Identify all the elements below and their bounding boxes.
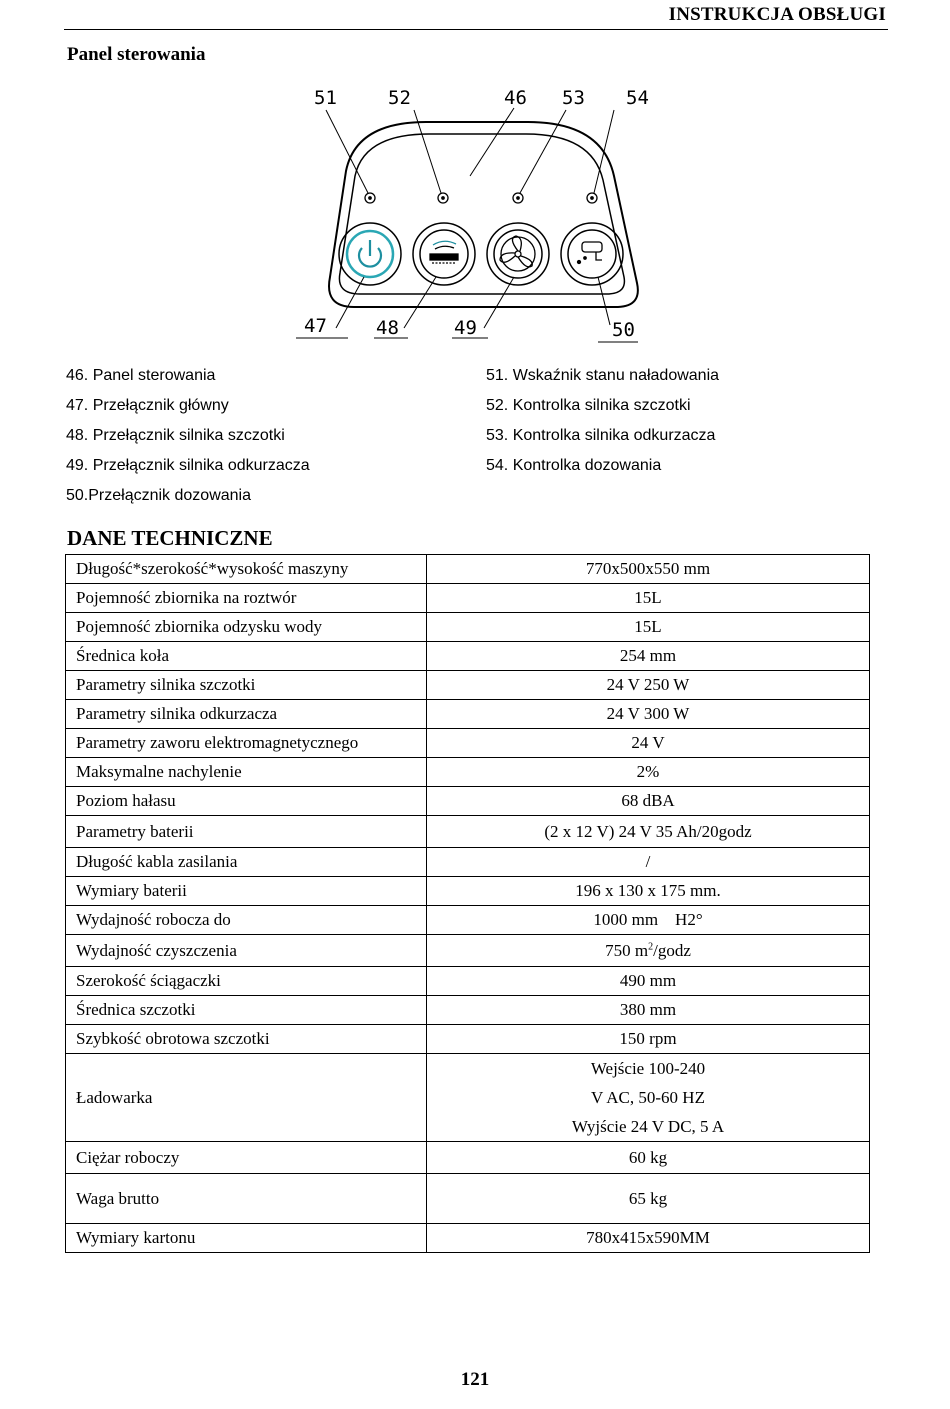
table-row xyxy=(66,584,870,613)
value-cell: (2 x 12 V) 24 V 35 Ah/20godz xyxy=(427,816,870,848)
charger-line: V AC, 50-60 HZ xyxy=(591,1088,705,1107)
value-cell: 490 mm xyxy=(427,967,870,996)
param-cell: Pojemność zbiornika na roztwór xyxy=(66,584,427,613)
value-unit: /godz xyxy=(653,940,691,960)
callout-50: 50 xyxy=(612,319,635,341)
superscript: 2 xyxy=(648,940,654,952)
power-icon xyxy=(359,240,381,267)
legend-column-left xyxy=(66,363,310,513)
callout-46: 46 xyxy=(504,87,527,109)
param-cell: Ciężar roboczy xyxy=(66,1142,427,1174)
value-cell: 254 mm xyxy=(427,642,870,671)
dosing-icon xyxy=(578,242,603,264)
panel-outline-outer xyxy=(329,122,638,307)
table-row xyxy=(66,1054,870,1142)
value-cell: 24 V xyxy=(427,729,870,758)
value-cell: 1000 mm H2° xyxy=(427,906,870,935)
table-row xyxy=(66,935,870,967)
table-row xyxy=(66,1174,870,1224)
param-cell: Długość*szerokość*wysokość maszyny xyxy=(66,555,427,584)
legend-item: 53. Kontrolka silnika odkurzacza xyxy=(486,427,716,444)
legend-item: 52. Kontrolka silnika szczotki xyxy=(486,397,691,414)
legend-item: 47. Przełącznik główny xyxy=(66,397,229,414)
param-cell: Maksymalne nachylenie xyxy=(66,758,427,787)
value-cell: 150 rpm xyxy=(427,1025,870,1054)
value-cell: 380 mm xyxy=(427,996,870,1025)
param-cell: Wymiary kartonu xyxy=(66,1224,427,1253)
table-row xyxy=(66,1025,870,1054)
fan-icon xyxy=(500,236,535,271)
param-cell: Szerokość ściągaczki xyxy=(66,967,427,996)
vacuum-motor-button xyxy=(487,223,549,285)
table-row xyxy=(66,671,870,700)
param-cell: Parametry baterii xyxy=(66,816,427,848)
value-cell: 2% xyxy=(427,758,870,787)
indicator-light-52 xyxy=(438,193,448,203)
table-row xyxy=(66,1224,870,1253)
table-row xyxy=(66,758,870,787)
value-cell: 780x415x590MM xyxy=(427,1224,870,1253)
value-cell xyxy=(427,1054,870,1142)
param-cell: Średnica szczotki xyxy=(66,996,427,1025)
param-cell: Poziom hałasu xyxy=(66,787,427,816)
power-button xyxy=(339,223,401,285)
value-cell xyxy=(427,935,870,967)
legend-item: 46. Panel sterowania xyxy=(66,367,216,384)
param-cell: Średnica koła xyxy=(66,642,427,671)
value-cell: 15L xyxy=(427,613,870,642)
param-cell: Wymiary baterii xyxy=(66,877,427,906)
value-cell: 65 kg xyxy=(427,1174,870,1224)
tech-data-title: DANE TECHNICZNE xyxy=(67,526,273,550)
value-text: 750 m xyxy=(605,940,649,960)
value-cell: 24 V 250 W xyxy=(427,671,870,700)
callout-54: 54 xyxy=(626,87,649,109)
dosing-button xyxy=(561,223,623,285)
page-header-title: INSTRUKCJA OBSŁUGI xyxy=(668,4,886,25)
param-cell: Parametry zaworu elektromagnetycznego xyxy=(66,729,427,758)
callout-53: 53 xyxy=(562,87,585,109)
header-divider xyxy=(64,29,888,30)
value-cell: 68 dBA xyxy=(427,787,870,816)
param-cell: Waga brutto xyxy=(66,1174,427,1224)
tech-data-table xyxy=(65,554,870,1253)
legend-item: 50.Przełącznik dozowania xyxy=(66,487,251,504)
callout-48: 48 xyxy=(376,317,399,339)
table-row xyxy=(66,613,870,642)
control-panel-diagram xyxy=(296,80,656,348)
legend-item: 54. Kontrolka dozowania xyxy=(486,457,662,474)
value-cell: / xyxy=(427,848,870,877)
control-panel-title: Panel sterowania xyxy=(67,44,206,65)
table-row xyxy=(66,642,870,671)
table-row xyxy=(66,787,870,816)
table-row xyxy=(66,906,870,935)
callout-51: 51 xyxy=(314,87,337,109)
table-row xyxy=(66,555,870,584)
param-cell: Parametry silnika odkurzacza xyxy=(66,700,427,729)
param-cell: Wydajność czyszczenia xyxy=(66,935,427,967)
legend-item: 51. Wskaźnik stanu naładowania xyxy=(486,367,720,384)
indicator-light-54 xyxy=(587,193,597,203)
value-cell: 770x500x550 mm xyxy=(427,555,870,584)
param-cell: Wydajność robocza do xyxy=(66,906,427,935)
param-cell: Długość kabla zasilania xyxy=(66,848,427,877)
value-cell: 24 V 300 W xyxy=(427,700,870,729)
table-row xyxy=(66,967,870,996)
table-row xyxy=(66,996,870,1025)
page-number: 121 xyxy=(460,1369,490,1390)
table-row xyxy=(66,729,870,758)
param-cell: Szybkość obrotowa szczotki xyxy=(66,1025,427,1054)
callout-47: 47 xyxy=(304,315,327,337)
indicator-light-53 xyxy=(513,193,523,203)
table-row xyxy=(66,1142,870,1174)
callout-49: 49 xyxy=(454,317,477,339)
brush-icon xyxy=(430,241,458,263)
legend-item: 49. Przełącznik silnika odkurzacza xyxy=(66,457,310,474)
value-cell: 60 kg xyxy=(427,1142,870,1174)
param-cell: Parametry silnika szczotki xyxy=(66,671,427,700)
table-row xyxy=(66,700,870,729)
table-row xyxy=(66,848,870,877)
indicator-light-51 xyxy=(365,193,375,203)
legend-item: 48. Przełącznik silnika szczotki xyxy=(66,427,285,444)
legend-column-right xyxy=(486,363,719,483)
value-cell: 15L xyxy=(427,584,870,613)
brush-motor-button xyxy=(413,223,475,285)
charger-line: Wejście 100-240 xyxy=(590,1059,706,1078)
table-row xyxy=(66,816,870,848)
param-cell: Pojemność zbiornika odzysku wody xyxy=(66,613,427,642)
callout-52: 52 xyxy=(388,87,411,109)
charger-line: Wyjście 24 V DC, 5 A xyxy=(571,1117,725,1136)
table-row xyxy=(66,877,870,906)
value-cell: 196 x 130 x 175 mm. xyxy=(427,877,870,906)
param-cell: Ładowarka xyxy=(66,1054,427,1142)
